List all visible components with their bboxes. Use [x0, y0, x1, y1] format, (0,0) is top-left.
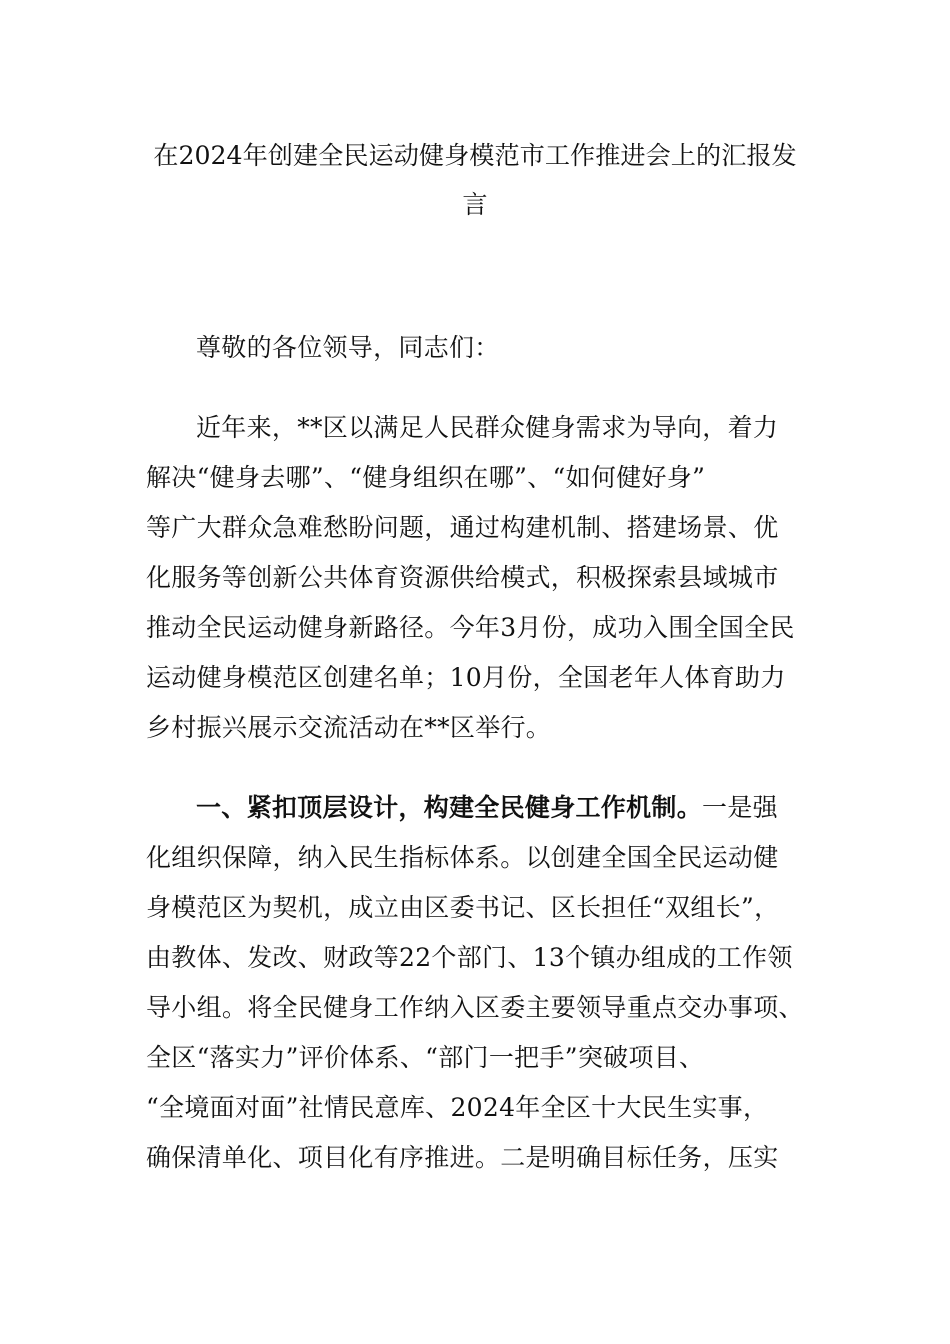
para1-line-4: 化服务等创新公共体育资源供给模式，积极探索县域城市: [146, 563, 779, 592]
para1-line-1: 近年来，**区以满足人民群众健身需求为导向，着力: [196, 413, 779, 442]
section1-first-line-rest: 一是强: [702, 793, 778, 822]
section1-heading: 一、紧扣顶层设计，构建全民健身工作机制。: [196, 793, 703, 822]
document-title-line-1: 在2024年创建全民运动健身模范市工作推进会上的汇报发: [153, 141, 797, 170]
para1-line-3: 等广大群众急难愁盼问题，通过构建机制、搭建场景、优: [146, 513, 779, 542]
section1-line-5: 导小组。将全民健身工作纳入区委主要领导重点交办事项、: [146, 993, 804, 1022]
section1-line-8: 确保清单化、项目化有序推进。二是明确目标任务，压实: [146, 1143, 779, 1172]
section1-line-4: 由教体、发改、财政等22个部门、13个镇办组成的工作领: [146, 943, 793, 972]
document-title-line-2: 言: [462, 190, 488, 219]
section1-line-2: 化组织保障，纳入民生指标体系。以创建全国全民运动健: [146, 843, 779, 872]
para1-line-5: 推动全民运动健身新路径。今年3月份，成功入围全国全民: [146, 613, 795, 642]
para1-line-6: 运动健身模范区创建名单；10月份，全国老年人体育助力: [146, 663, 786, 692]
section1-line-3: 身模范区为契机，成立由区委书记、区长担任“双组长”，: [146, 893, 780, 922]
section1-first-line: [196, 788, 778, 824]
para1-line-7: 乡村振兴展示交流活动在**区举行。: [146, 713, 552, 742]
salutation: 尊敬的各位领导，同志们：: [196, 333, 500, 362]
para1-line-2: 解决“健身去哪”、“健身组织在哪”、“如何健好身”: [146, 463, 706, 492]
section1-line-7: “全境面对面”社情民意库、2024年全区十大民生实事，: [146, 1093, 769, 1122]
section1-line-6: 全区“落实力”评价体系、“部门一把手”突破项目、: [146, 1043, 705, 1072]
